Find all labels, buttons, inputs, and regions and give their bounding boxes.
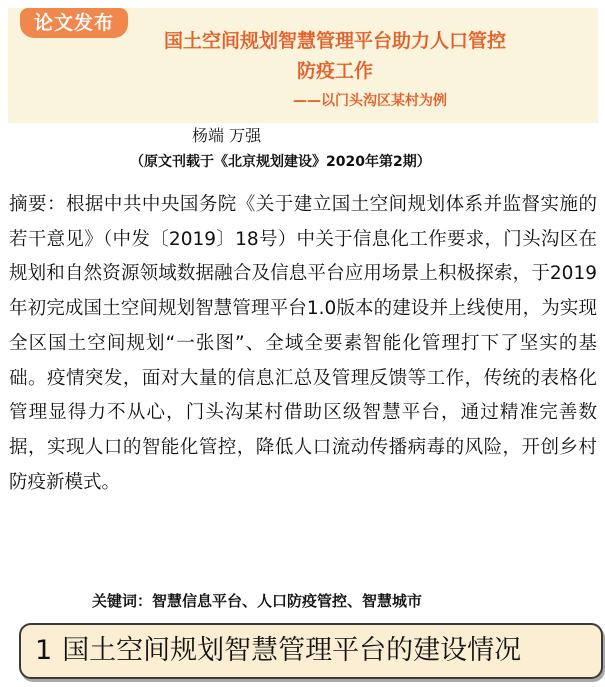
- authors: 杨端 万强: [192, 126, 262, 145]
- section-number: 1: [35, 635, 53, 666]
- article-tag: 论文发布: [20, 8, 128, 38]
- abstract-paragraph: 摘要：根据中共中央国务院《关于建立国土空间规划体系并监督实施的若干意见》（中发〔2019〕18号）中关于信息化工作要求，门头沟区在规划和自然资源领域数据融合及信息平台应用场景上积极探索，于2019年初完成国土空间规划智慧管理平台1.0版本的建设并上线使用，为实现全区国土空间规划“一张图”、全域全要素智能化管理打下了坚实的基础。疫情突发，面对大量的信息汇总及管理反馈等工作，传统的表格化管理显得力不从心，门头沟某村借助区级智慧平台，通过精准完善数据，实现人口的智能化管控，降低人口流动传播病毒的风险，开创乡村防疫新模式。: [9, 194, 597, 493]
- article-title-line-2: 防疫工作: [296, 60, 373, 82]
- article-title-line-1: 国土空间规划智慧管理平台助力人口管控: [163, 30, 506, 52]
- section-heading: [19, 623, 603, 679]
- article-subtitle: ——以门头沟区某村为例: [293, 93, 447, 109]
- keywords: 关键词：智慧信息平台、人口防疫管控、智慧城市: [92, 592, 423, 610]
- section-title: 国土空间规划智慧管理平台的建设情况: [62, 635, 522, 666]
- publication-source: （原文刊载于《北京规划建设》2020年第2期）: [130, 154, 431, 170]
